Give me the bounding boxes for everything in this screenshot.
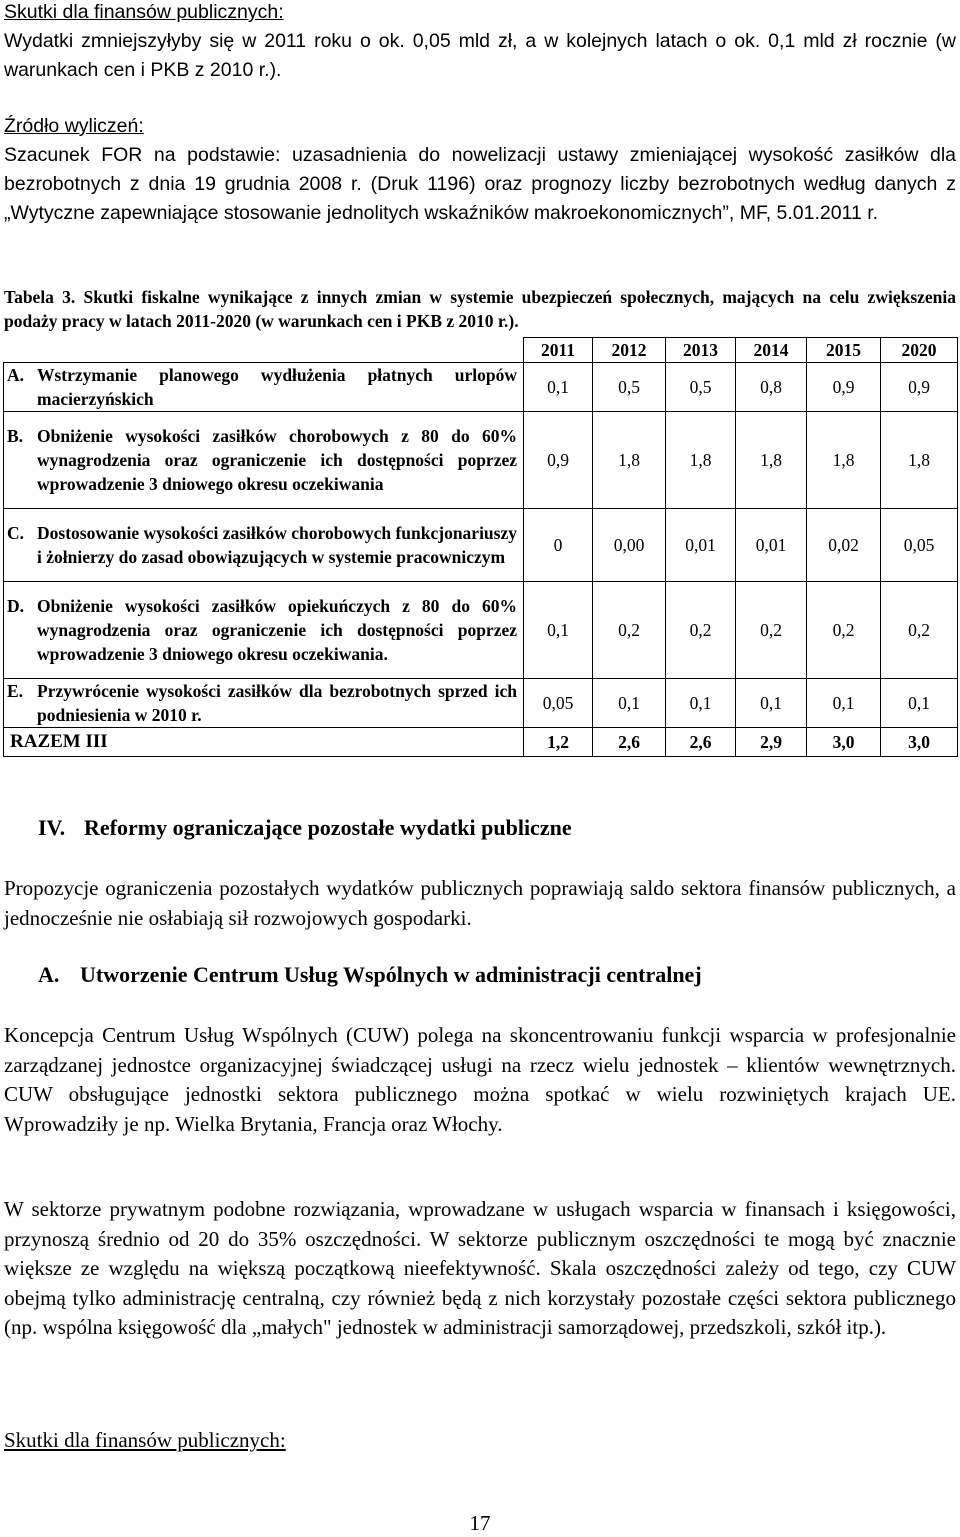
- value-cell: 0,2: [881, 582, 958, 679]
- section-title: Reformy ograniczające pozostałe wydatki publiczne: [84, 815, 572, 840]
- value-cell: 0,02: [807, 509, 881, 582]
- row-letter: D.: [7, 596, 25, 616]
- row-label-cell: [4, 363, 524, 412]
- value-cell: 0,1: [524, 363, 593, 412]
- table-total-row: [4, 728, 958, 757]
- year-header: 2014: [736, 338, 807, 363]
- row-letter: E.: [7, 681, 24, 701]
- section-intro: [4, 874, 956, 933]
- value-cell: 0,01: [666, 509, 736, 582]
- value-cell: 0,1: [881, 679, 958, 728]
- row-label: Przywrócenie wysokości zasiłków dla bezrobotnych sprzed ich podniesienia w 2010 r.: [37, 681, 517, 725]
- table-row: [4, 509, 958, 582]
- value-cell: 1,8: [736, 412, 807, 509]
- year-header: 2015: [807, 338, 881, 363]
- paragraph-text: W sektorze prywatnym podobne rozwiązania, wprowadzane w usługach wsparcia w finansach i księgowości, przynoszą średnio od 20 do 35% oszczędności. W sektorze publicznym oszczędności te mogą być znacznie większe ze względu na większą początkową nieefektywność. Skala oszczędności zależy od tego, czy CUW obejmą tylko administrację centralną, czy również będą z nich korzystały pozostałe części sektora publicznego (np. wspólna księgowość dla „małych" jednostek w administracji samorządowej, przedszkoli, szkół itp.).: [4, 1197, 956, 1339]
- paragraph: [4, 1021, 956, 1139]
- value-cell: 0,00: [593, 509, 666, 582]
- total-value: 2,6: [666, 728, 736, 757]
- row-label: Obniżenie wysokości zasiłków opiekuńczych z 80 do 60% wynagrodzenia oraz ograniczenie ich dostępności poprzez wprowadzenie 3 dniowego okresu oczekiwania.: [37, 596, 517, 664]
- row-letter: C.: [7, 523, 25, 543]
- section-heading: [38, 815, 572, 841]
- header-blank-cell: [4, 338, 524, 363]
- value-cell: 0,9: [524, 412, 593, 509]
- row-label: Dostosowanie wysokości zasiłków chorobowych funkcjonariuszy i żołnierzy do zasad obowiązujących w systemie pracowniczym: [37, 523, 517, 567]
- year-header: 2012: [593, 338, 666, 363]
- value-cell: 0,1: [807, 679, 881, 728]
- top-block: [4, 0, 956, 85]
- subsection-number: A.: [38, 962, 60, 987]
- row-label: Wstrzymanie planowego wydłużenia płatnych urlopów macierzyńskich: [37, 365, 517, 409]
- value-cell: 0,5: [593, 363, 666, 412]
- value-cell: 0,2: [807, 582, 881, 679]
- table-caption-text: Skutki fiskalne wynikające z innych zmian w systemie ubezpieczeń społecznych, mających na celu zwiększenia podaży pracy w latach 2011-2020 (w warunkach cen i PKB z 2010 r.).: [4, 287, 957, 331]
- row-letter: A.: [7, 365, 25, 385]
- value-cell: 1,8: [593, 412, 666, 509]
- total-value: 3,0: [881, 728, 958, 757]
- table-row: [4, 679, 958, 728]
- table-row: [4, 412, 958, 509]
- effects-heading-bottom: Skutki dla finansów publicznych:: [4, 1428, 286, 1452]
- total-label: RAZEM III: [4, 728, 524, 757]
- row-label-cell: [4, 412, 524, 509]
- row-label-cell: [4, 679, 524, 728]
- section-number: IV.: [38, 815, 66, 840]
- value-cell: 0,9: [807, 363, 881, 412]
- source-block: [4, 112, 956, 228]
- value-cell: 0,5: [666, 363, 736, 412]
- effects-heading-bottom-block: [4, 1426, 956, 1456]
- row-label: Obniżenie wysokości zasiłków chorobowych z 80 do 60% wynagrodzenia oraz ograniczenie ich dostępności poprzez wprowadzenie 3 dniowego okresu oczekiwania: [37, 426, 517, 494]
- fiscal-effects-table: [3, 337, 958, 757]
- value-cell: 0,2: [593, 582, 666, 679]
- value-cell: 0: [524, 509, 593, 582]
- table-caption-label: Tabela 3.: [4, 287, 76, 307]
- page-number: 17: [469, 1511, 491, 1535]
- subsection-title: Utworzenie Centrum Usług Wspólnych w administracji centralnej: [80, 962, 702, 987]
- row-letter: B.: [7, 426, 24, 446]
- value-cell: 0,1: [524, 582, 593, 679]
- value-cell: 0,1: [593, 679, 666, 728]
- total-value: 3,0: [807, 728, 881, 757]
- value-cell: 1,8: [807, 412, 881, 509]
- value-cell: 0,2: [736, 582, 807, 679]
- total-value: 1,2: [524, 728, 593, 757]
- value-cell: 0,05: [524, 679, 593, 728]
- value-cell: 0,9: [881, 363, 958, 412]
- value-cell: 0,01: [736, 509, 807, 582]
- section-intro-text: Propozycje ograniczenia pozostałych wydatków publicznych poprawiają saldo sektora finansów publicznych, a jednocześnie nie osłabiają sił rozwojowych gospodarki.: [4, 876, 956, 930]
- table-header-row: [4, 338, 958, 363]
- value-cell: 1,8: [881, 412, 958, 509]
- paragraph: [4, 1195, 956, 1343]
- year-header: 2013: [666, 338, 736, 363]
- total-value: 2,9: [736, 728, 807, 757]
- effects-text: Wydatki zmniejszyłyby się w 2011 roku o ok. 0,05 mld zł, a w kolejnych latach o ok. 0,1 mld zł rocznie (w warunkach cen i PKB z 2010 r.).: [4, 30, 956, 81]
- value-cell: 0,2: [666, 582, 736, 679]
- source-heading: Źródło wyliczeń:: [4, 115, 144, 137]
- row-label-cell: [4, 582, 524, 679]
- value-cell: 0,1: [736, 679, 807, 728]
- year-header: 2020: [881, 338, 958, 363]
- table-caption: [4, 285, 956, 333]
- value-cell: 1,8: [666, 412, 736, 509]
- paragraph-text: Koncepcja Centrum Usług Wspólnych (CUW) polega na skoncentrowaniu funkcji wsparcia w profesjonalnie zarządzanej jednostce organizacyjnej świadczącej usługi na rzecz wielu jednostek – klientów wewnętrznych. CUW obsługujące jednostki sektora publicznego można spotkać w wielu rozwiniętych krajach UE. Wprowadziły je np. Wielka Brytania, Francja oraz Włochy.: [4, 1023, 956, 1136]
- year-header: 2011: [524, 338, 593, 363]
- row-label-cell: [4, 509, 524, 582]
- source-text: Szacunek FOR na podstawie: uzasadnienia do nowelizacji ustawy zmieniającej wysokość zasiłków dla bezrobotnych z dnia 19 grudnia 2008 r. (Druk 1196) oraz prognozy liczby bezrobotnych według danych z „Wytyczne zapewniające stosowanie jednolitych wskaźników makroekonomicznych”, MF, 5.01.2011 r.: [4, 144, 956, 224]
- table-row: [4, 582, 958, 679]
- table-row: [4, 363, 958, 412]
- value-cell: 0,8: [736, 363, 807, 412]
- total-value: 2,6: [593, 728, 666, 757]
- value-cell: 0,1: [666, 679, 736, 728]
- effects-heading: Skutki dla finansów publicznych:: [4, 1, 284, 23]
- subsection-heading: [38, 962, 702, 988]
- value-cell: 0,05: [881, 509, 958, 582]
